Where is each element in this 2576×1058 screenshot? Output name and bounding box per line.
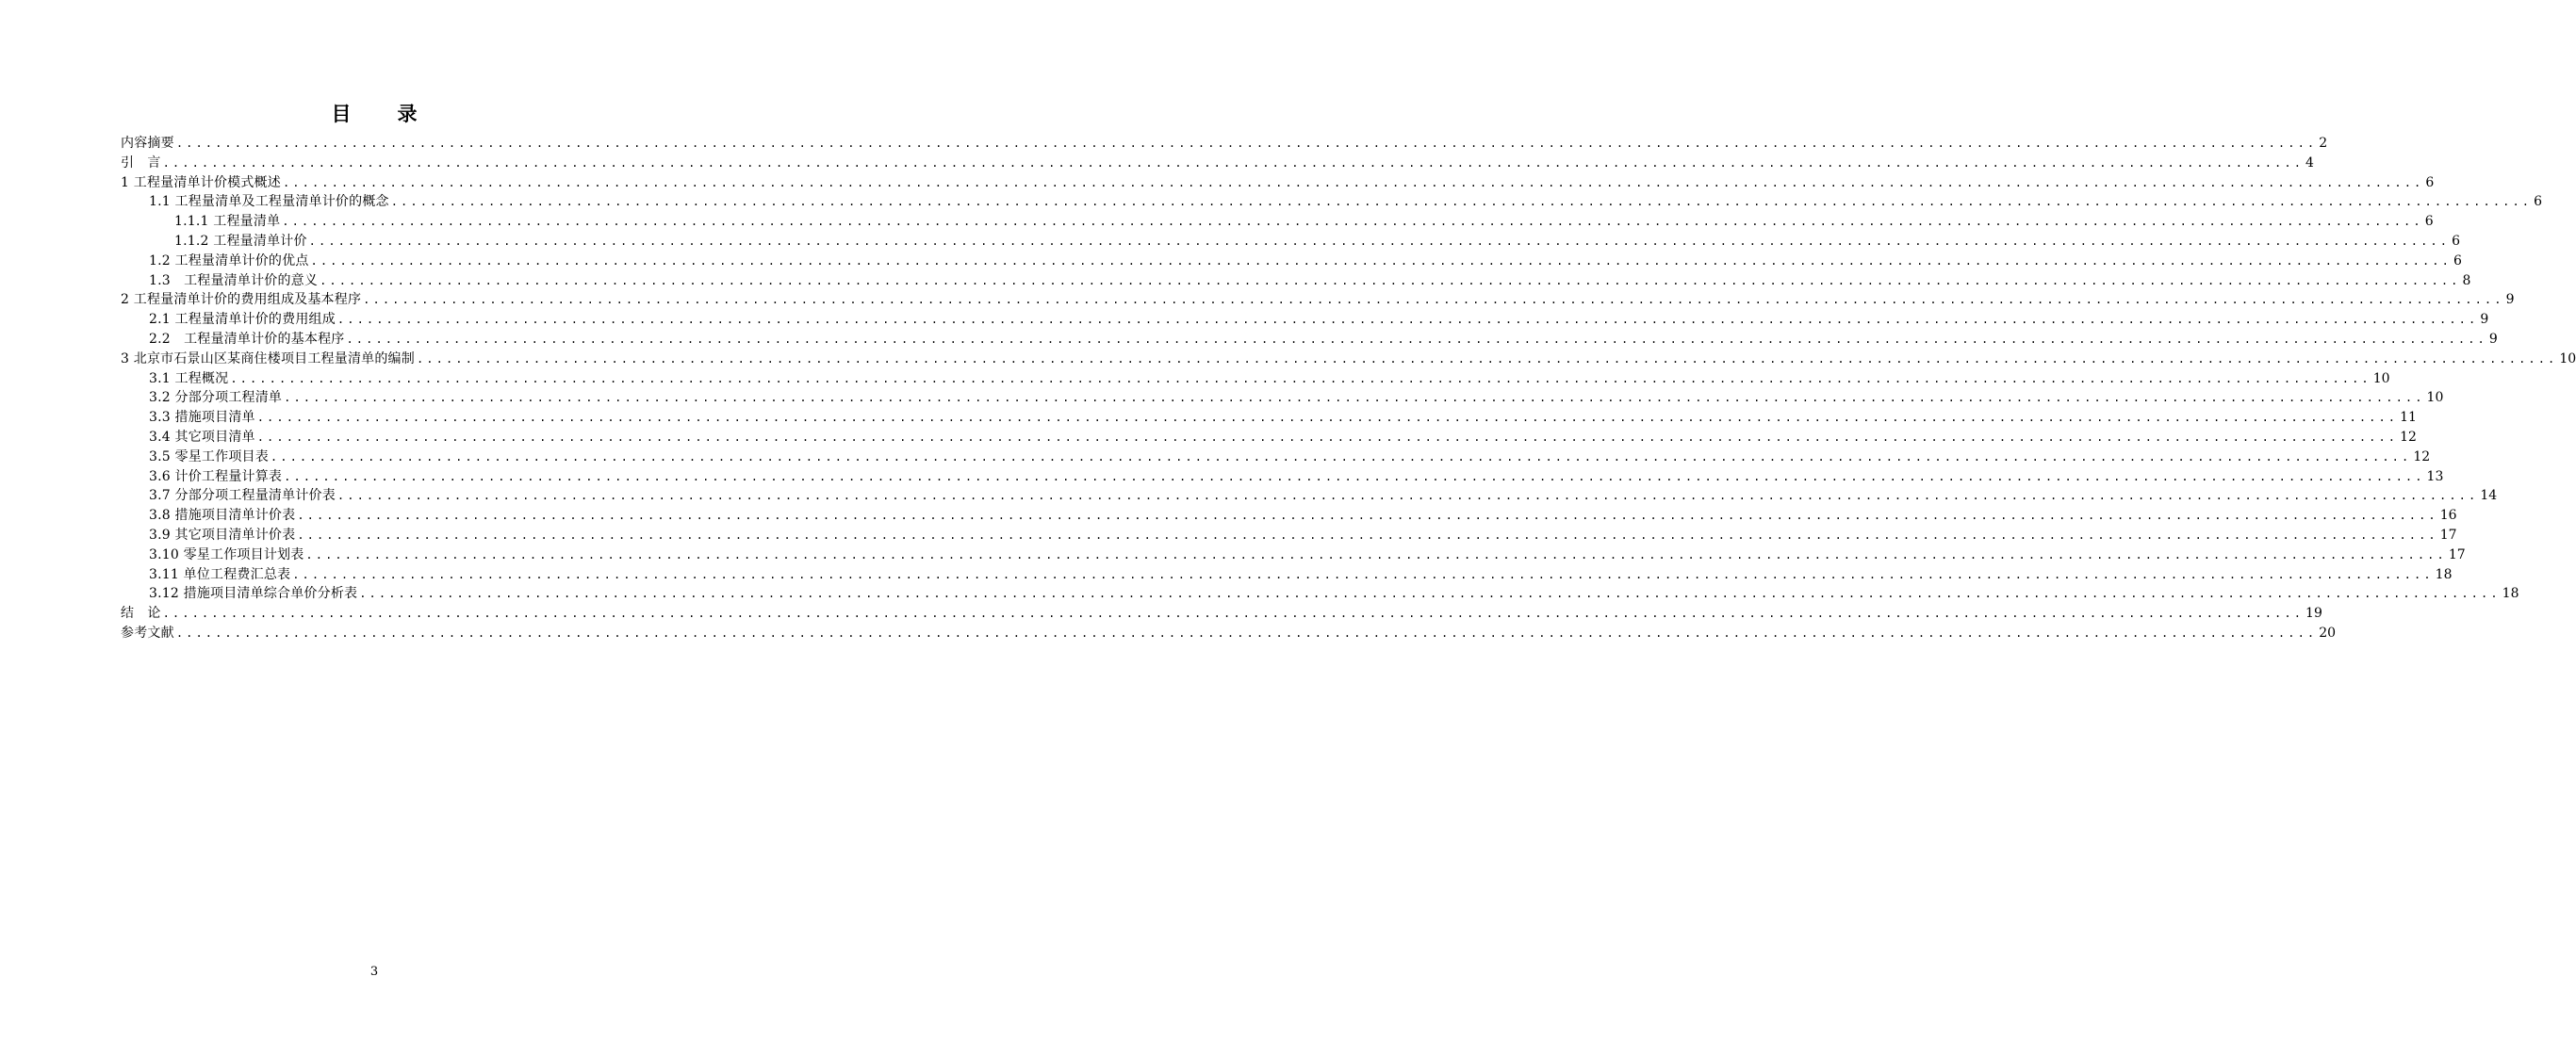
toc-dot-leader: ............................................................................................................................................................................................................................ xyxy=(162,155,2305,170)
toc-title: 目 录 xyxy=(331,102,431,125)
toc-entry-label: 3.9 其它项目清单计价表 xyxy=(149,527,296,543)
toc-entry-label: 3.8 措施项目清单计价表 xyxy=(149,508,296,524)
toc-entry-page: 9 xyxy=(2488,331,2498,347)
toc-entry-page: 11 xyxy=(2400,410,2417,426)
toc-entry-label: 参考文献 xyxy=(121,625,174,641)
toc-entry-page: 16 xyxy=(2439,508,2457,524)
toc-entry-page: 17 xyxy=(2448,546,2466,562)
toc-dot-leader: ............................................................................................................................................................................................................................ xyxy=(175,137,2318,150)
toc-dot-leader: ............................................................................................................................................................................................................................ xyxy=(305,547,2447,562)
toc-entry-page: 9 xyxy=(2480,312,2489,328)
toc-entry-page: 12 xyxy=(2413,448,2431,464)
toc-dot-leader: ............................................................................................................................................................................................................................ xyxy=(336,489,2479,503)
toc-entry-page: 19 xyxy=(2305,606,2322,622)
toc-entry[interactable] xyxy=(121,310,2489,330)
toc-entry-label: 1 工程量清单计价模式概述 xyxy=(121,174,281,190)
toc-dot-leader: ............................................................................................................................................................................................................................ xyxy=(359,587,2501,601)
toc-entry-page: 10 xyxy=(2426,390,2444,406)
toc-entry-label: 3.2 分部分项工程清单 xyxy=(149,390,283,406)
toc-dot-leader: ............................................................................................................................................................................................................................ xyxy=(284,469,2425,483)
toc-entry[interactable] xyxy=(121,408,2417,428)
toc-entry-label: 1.2 工程量清单计价的优点 xyxy=(149,252,309,269)
toc-dot-leader: ............................................................................................................................................................................................................................ xyxy=(336,313,2479,327)
toc-entry[interactable] xyxy=(121,252,2462,271)
toc-entry-label: 3.1 工程概况 xyxy=(149,370,229,386)
toc-entry[interactable] xyxy=(121,388,2444,408)
toc-entry-label: 2 工程量清单计价的费用组成及基本程序 xyxy=(121,292,362,308)
toc-dot-leader: ............................................................................................................................................................................................................................ xyxy=(390,195,2533,209)
toc-entry-label: 1.1.2 工程量清单计价 xyxy=(174,233,307,249)
toc-entry-page: 6 xyxy=(2425,174,2435,190)
toc-dot-leader: ............................................................................................................................................................................................................................ xyxy=(162,607,2305,621)
toc-entry-label: 3.11 单位工程费汇总表 xyxy=(149,566,291,582)
toc-entry[interactable] xyxy=(121,448,2431,467)
toc-entry[interactable] xyxy=(121,624,2337,643)
toc-entry-label: 1.1 工程量清单及工程量清单计价的概念 xyxy=(149,194,389,210)
toc-entry-page: 9 xyxy=(2505,292,2515,308)
toc-entry-label: 3.3 措施项目清单 xyxy=(149,410,255,426)
toc-entry[interactable] xyxy=(121,173,2435,193)
toc-dot-leader: ............................................................................................................................................................................................................................ xyxy=(297,509,2438,523)
toc-entry-page: 2 xyxy=(2319,136,2328,151)
toc-entry-page: 4 xyxy=(2305,155,2314,171)
toc-entry-label: 1.3 工程量清单计价的意义 xyxy=(149,272,319,288)
toc-dot-leader: ............................................................................................................................................................................................................................ xyxy=(175,626,2318,640)
toc-entry[interactable] xyxy=(121,271,2471,291)
toc-dot-leader: ............................................................................................................................................................................................................................ xyxy=(308,234,2451,248)
toc-entry[interactable] xyxy=(121,154,2314,173)
toc-entry[interactable] xyxy=(121,506,2457,526)
toc-entry-label: 3.4 其它项目清单 xyxy=(149,429,255,445)
toc-entry[interactable] xyxy=(121,134,2328,154)
toc-dot-leader: ............................................................................................................................................................................................................................ xyxy=(256,430,2399,444)
toc-entry-page: 6 xyxy=(2452,233,2461,249)
toc-entry[interactable] xyxy=(121,192,2543,212)
toc-entry-label: 1.1.1 工程量清单 xyxy=(174,214,281,230)
toc-entry-label: 引 言 xyxy=(121,155,161,171)
toc-entry[interactable] xyxy=(121,545,2466,565)
toc-entry-label: 3.7 分部分项工程量清单计价表 xyxy=(149,488,336,504)
toc-entry[interactable] xyxy=(121,369,2390,389)
toc-dot-leader: ............................................................................................................................................................................................................................ xyxy=(230,371,2371,385)
toc-dot-leader: ............................................................................................................................................................................................................................ xyxy=(292,567,2434,581)
toc-dot-leader: ............................................................................................................................................................................................................................ xyxy=(320,273,2461,287)
toc-entry[interactable] xyxy=(121,350,2576,369)
toc-entry-page: 8 xyxy=(2462,272,2471,288)
toc-entry-page: 12 xyxy=(2400,429,2417,445)
page-number: 3 xyxy=(369,965,379,979)
toc-entry-page: 18 xyxy=(2435,566,2453,582)
toc-entry-page: 13 xyxy=(2426,468,2444,484)
toc-dot-leader: ............................................................................................................................................................................................................................ xyxy=(284,391,2425,405)
toc-dot-leader: ............................................................................................................................................................................................................................ xyxy=(310,253,2452,268)
toc-entry-label: 3.12 措施项目清单综合单价分析表 xyxy=(149,586,358,602)
toc-dot-leader: ............................................................................................................................................................................................................................ xyxy=(346,332,2487,346)
toc-entry[interactable] xyxy=(121,212,2434,232)
toc-entry-label: 结 论 xyxy=(121,606,161,622)
toc-list xyxy=(121,134,2576,643)
toc-entry-label: 3.6 计价工程量计算表 xyxy=(149,468,283,484)
toc-entry[interactable] xyxy=(121,604,2322,624)
toc-entry-page: 17 xyxy=(2439,527,2457,543)
toc-entry-label: 3.5 零星工作项目表 xyxy=(149,448,269,464)
toc-entry-page: 6 xyxy=(2424,214,2434,230)
toc-entry[interactable] xyxy=(121,428,2417,448)
toc-entry-page: 10 xyxy=(2372,370,2390,386)
toc-entry-label: 3.10 零星工作项目计划表 xyxy=(149,546,304,562)
toc-dot-leader: ............................................................................................................................................................................................................................ xyxy=(363,293,2504,307)
toc-entry-page: 20 xyxy=(2319,625,2337,641)
toc-entry-page: 6 xyxy=(2534,194,2543,210)
toc-entry-page: 6 xyxy=(2453,252,2462,269)
toc-entry[interactable] xyxy=(121,467,2444,487)
toc-entry[interactable] xyxy=(121,584,2519,604)
toc-dot-leader: ............................................................................................................................................................................................................................ xyxy=(282,215,2423,229)
toc-entry[interactable] xyxy=(121,486,2498,506)
toc-entry-page: 10 xyxy=(2559,350,2576,366)
toc-entry[interactable] xyxy=(121,290,2515,310)
toc-entry-page: 18 xyxy=(2502,586,2519,602)
toc-dot-leader: ............................................................................................................................................................................................................................ xyxy=(270,449,2412,464)
toc-entry[interactable] xyxy=(121,565,2453,585)
toc-entry[interactable] xyxy=(121,526,2457,545)
toc-dot-leader: ............................................................................................................................................................................................................................ xyxy=(282,175,2424,189)
toc-dot-leader: ............................................................................................................................................................................................................................ xyxy=(256,411,2399,425)
toc-entry-label: 2.2 工程量清单计价的基本程序 xyxy=(149,331,345,347)
toc-entry[interactable] xyxy=(121,330,2498,350)
toc-entry-label: 2.1 工程量清单计价的费用组成 xyxy=(149,312,336,328)
toc-dot-leader: ............................................................................................................................................................................................................................ xyxy=(416,351,2558,366)
toc-dot-leader: ............................................................................................................................................................................................................................ xyxy=(297,528,2438,542)
toc-entry-page: 14 xyxy=(2480,488,2498,504)
toc-entry-label: 3 北京市石景山区某商住楼项目工程量清单的编制 xyxy=(121,350,415,366)
toc-entry[interactable] xyxy=(121,232,2461,252)
toc-entry-label: 内容摘要 xyxy=(121,136,174,151)
